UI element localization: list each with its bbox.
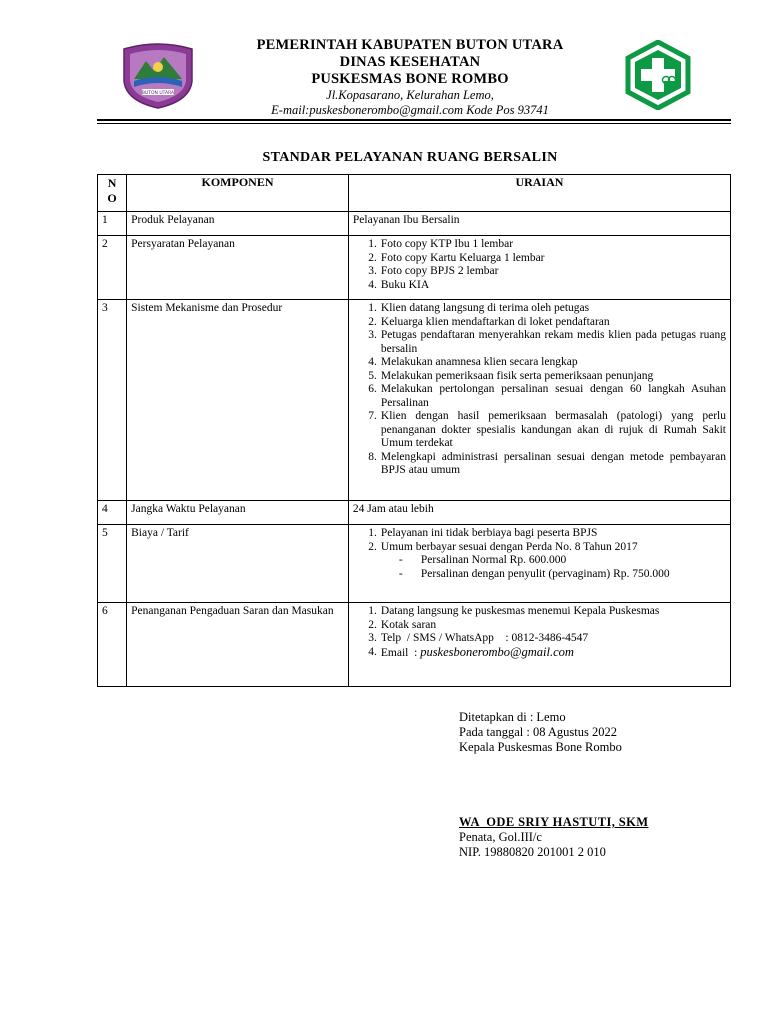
letterhead [200, 37, 620, 118]
row-description: Pelayanan Ibu Bersalin [348, 212, 730, 236]
list-item-text: Umum berbayar sesuai dengan Perda No. 8 Tahun 2017 [380, 540, 638, 553]
email-address: puskesbonerombo@gmail.com [420, 644, 574, 659]
list-item [353, 541, 726, 555]
signatory-name: WA ODE SRIY HASTUTI, SKM [459, 815, 649, 829]
row-component: Penanganan Pengaduan Saran dan Masukan [127, 603, 349, 687]
requirements-list [353, 238, 726, 292]
row-component: Sistem Mekanisme dan Prosedur [127, 300, 349, 501]
list-item: Telp / SMS / WhatsApp : 0812-3486-4547 [380, 632, 589, 644]
list-item: Petugas pendaftaran menyerahkan rekam medis klien pada petugas ruang bersalin [380, 329, 726, 355]
row-component: Persyaratan Pelayanan [127, 236, 349, 300]
list-item: Klien datang langsung di terima oleh petugas [380, 302, 590, 314]
sub-list-item: - Persalinan Normal Rp. 600.000 [399, 554, 726, 568]
fee-sublist [353, 554, 726, 581]
row-number: 3 [98, 300, 127, 501]
header-no: N O [98, 175, 127, 212]
row-description: 24 Jam atau lebih [348, 501, 730, 525]
row-component: Jangka Waktu Pelayanan [127, 501, 349, 525]
header-rule-thick [97, 119, 731, 121]
list-item: Datang langsung ke puskesmas menemui Kepala Puskesmas [380, 605, 660, 617]
header-komponen: KOMPONEN [127, 175, 349, 212]
sub-list-item: - Persalinan dengan penyulit (pervaginam) Rp. 750.000 [399, 568, 726, 582]
row-description [348, 236, 730, 300]
header-government: PEMERINTAH KABUPATEN BUTON UTARA [256, 37, 564, 53]
puskesmas-logo [624, 40, 692, 110]
list-item: Klien dengan hasil pemeriksaan bermasalah (patologi) yang perlu penanganan dokter spesialis kandungan akan di rujuk di Rumah Sakit Umum terdekat [380, 410, 726, 449]
service-standard-table [97, 174, 731, 687]
table-row [98, 300, 731, 501]
row-number: 4 [98, 501, 127, 525]
table-row [98, 236, 731, 300]
row-description [348, 525, 730, 603]
row-description [348, 603, 730, 687]
logo-banner-text: BUTON UTARA [141, 91, 175, 96]
list-item: Melengkapi administrasi persalinan sesuai dengan metode pembayaran BPJS atau umum [380, 450, 726, 476]
list-item: Melakukan pertolongan persalinan sesuai dengan 60 langkah Asuhan Persalinan [380, 383, 726, 409]
table-row [98, 603, 731, 687]
row-number: 1 [98, 212, 127, 236]
row-component: Produk Pelayanan [127, 212, 349, 236]
row-number: 6 [98, 603, 127, 687]
regency-emblem-logo [120, 41, 196, 109]
complaint-list [353, 605, 726, 660]
fee-list [353, 527, 726, 554]
signatory [459, 815, 648, 860]
header-department: DINAS KESEHATAN [339, 54, 481, 70]
procedure-list [353, 302, 726, 478]
list-item: Kotak saran [380, 618, 437, 631]
header-address: Jl.Kopasarano, Kelurahan Lemo, [326, 88, 494, 102]
header-rule-thin [97, 123, 731, 124]
list-item: Keluarga klien mendaftarkan di loket pendaftaran [380, 315, 610, 328]
email-label: Email : [380, 646, 421, 659]
sign-place: Ditetapkan di : Lemo [459, 710, 566, 724]
list-item: Melakukan anamnesa klien secara lengkap [380, 356, 578, 368]
row-description [348, 300, 730, 501]
table-row [98, 212, 731, 236]
row-component: Biaya / Tarif [127, 525, 349, 603]
list-item: Pelayanan ini tidak berbiaya bagi peserta BPJS [380, 527, 598, 539]
header-puskesmas: PUSKESMAS BONE ROMBO [311, 71, 509, 87]
table-header-row [98, 175, 731, 212]
row-number: 5 [98, 525, 127, 603]
signatory-rank: Penata, Gol.III/c [459, 830, 542, 844]
header-email: E-mail:puskesbonerombo@gmail.com Kode Pos 93741 [271, 103, 549, 117]
row-number: 2 [98, 236, 127, 300]
sign-date: Pada tanggal : 08 Agustus 2022 [459, 725, 617, 739]
table-row [98, 501, 731, 525]
header-uraian: URAIAN [348, 175, 730, 212]
list-item: Buku KIA [380, 278, 430, 291]
document-title: STANDAR PELAYANAN RUANG BERSALIN [262, 150, 558, 165]
signature-block [459, 710, 622, 755]
list-item [353, 646, 726, 661]
list-item: Foto copy Kartu Keluarga 1 lembar [380, 251, 545, 264]
list-item: Foto copy KTP Ibu 1 lembar [380, 238, 514, 250]
table-row [98, 525, 731, 603]
sign-position: Kepala Puskesmas Bone Rombo [459, 740, 622, 754]
signatory-nip: NIP. 19880820 201001 2 010 [459, 845, 606, 859]
list-item: Melakukan pemeriksaan fisik serta pemeriksaan penunjang [380, 369, 654, 382]
list-item: Foto copy BPJS 2 lembar [380, 265, 499, 277]
